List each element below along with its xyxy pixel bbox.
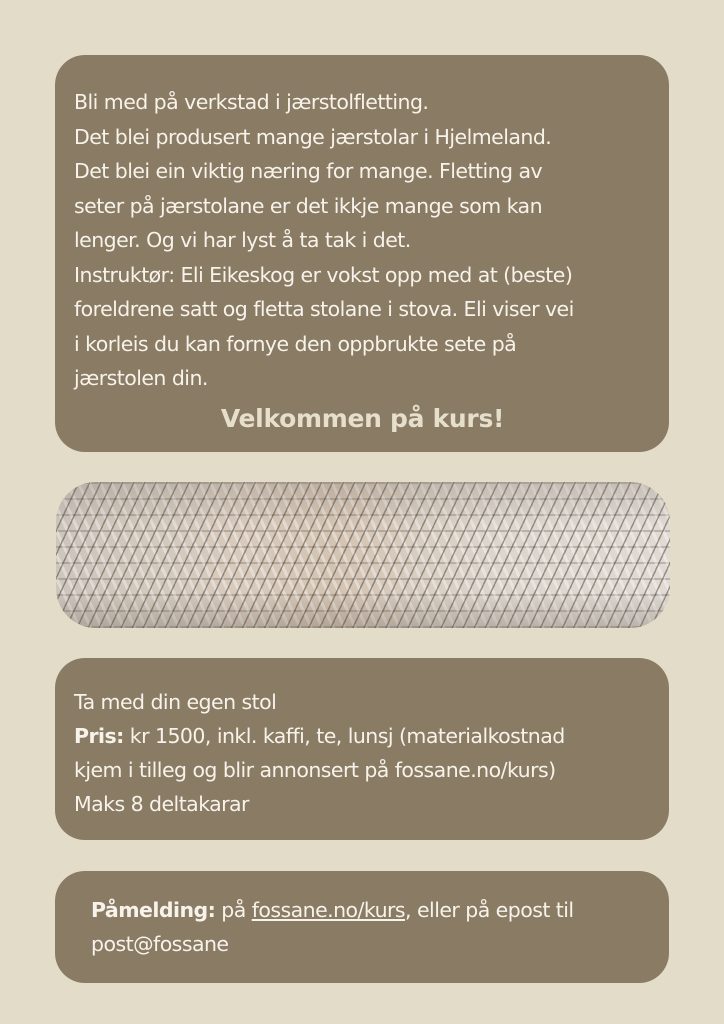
registration-line bbox=[91, 893, 651, 927]
intro-box bbox=[55, 55, 669, 452]
price-label: Pris: bbox=[74, 724, 124, 748]
intro-line: Det blei produsert mange jærstolar i Hjelmeland. bbox=[74, 124, 552, 149]
price-text: kr 1500, inkl. kaffi, te, lunsj (materialkostnad bbox=[123, 724, 565, 748]
registration-text-after: , eller på epost til bbox=[405, 898, 574, 922]
registration-email: post@fossane bbox=[91, 932, 229, 956]
intro-line: Instruktør: Eli Eikeskog er vokst opp med at (beste) bbox=[74, 262, 573, 287]
max-participants-text: Maks 8 deltakarar bbox=[74, 792, 249, 816]
intro-line: foreldrene satt og fletta stolane i stova. Eli viser vei bbox=[74, 297, 574, 321]
price-line-2: kjem i tilleg og blir annonsert på fossane.no/kurs) bbox=[74, 758, 556, 782]
intro-line: Det blei ein viktig næring for mange. Fletting av bbox=[74, 159, 543, 183]
registration-text: på bbox=[215, 898, 252, 922]
intro-line: jærstolen din. bbox=[74, 366, 208, 390]
intro-line: Bli med på verkstad i jærstolfletting. bbox=[74, 90, 429, 114]
welcome-heading: Velkommen på kurs! bbox=[220, 403, 505, 433]
woven-seat-photo bbox=[56, 482, 670, 628]
info-box bbox=[55, 658, 669, 840]
intro-line: lenger. Og vi har lyst å ta tak i det. bbox=[74, 228, 411, 252]
intro-line: seter på jærstolane er det ikkje mange som kan bbox=[74, 193, 543, 218]
price-line bbox=[74, 719, 651, 753]
registration-label: Påmelding: bbox=[91, 898, 216, 922]
bring-chair-text: Ta med din egen stol bbox=[74, 690, 277, 714]
registration-box bbox=[55, 871, 669, 983]
intro-line: i korleis du kan fornye den oppbrukte sete på bbox=[74, 331, 517, 356]
registration-link[interactable]: fossane.no/kurs bbox=[251, 898, 406, 922]
